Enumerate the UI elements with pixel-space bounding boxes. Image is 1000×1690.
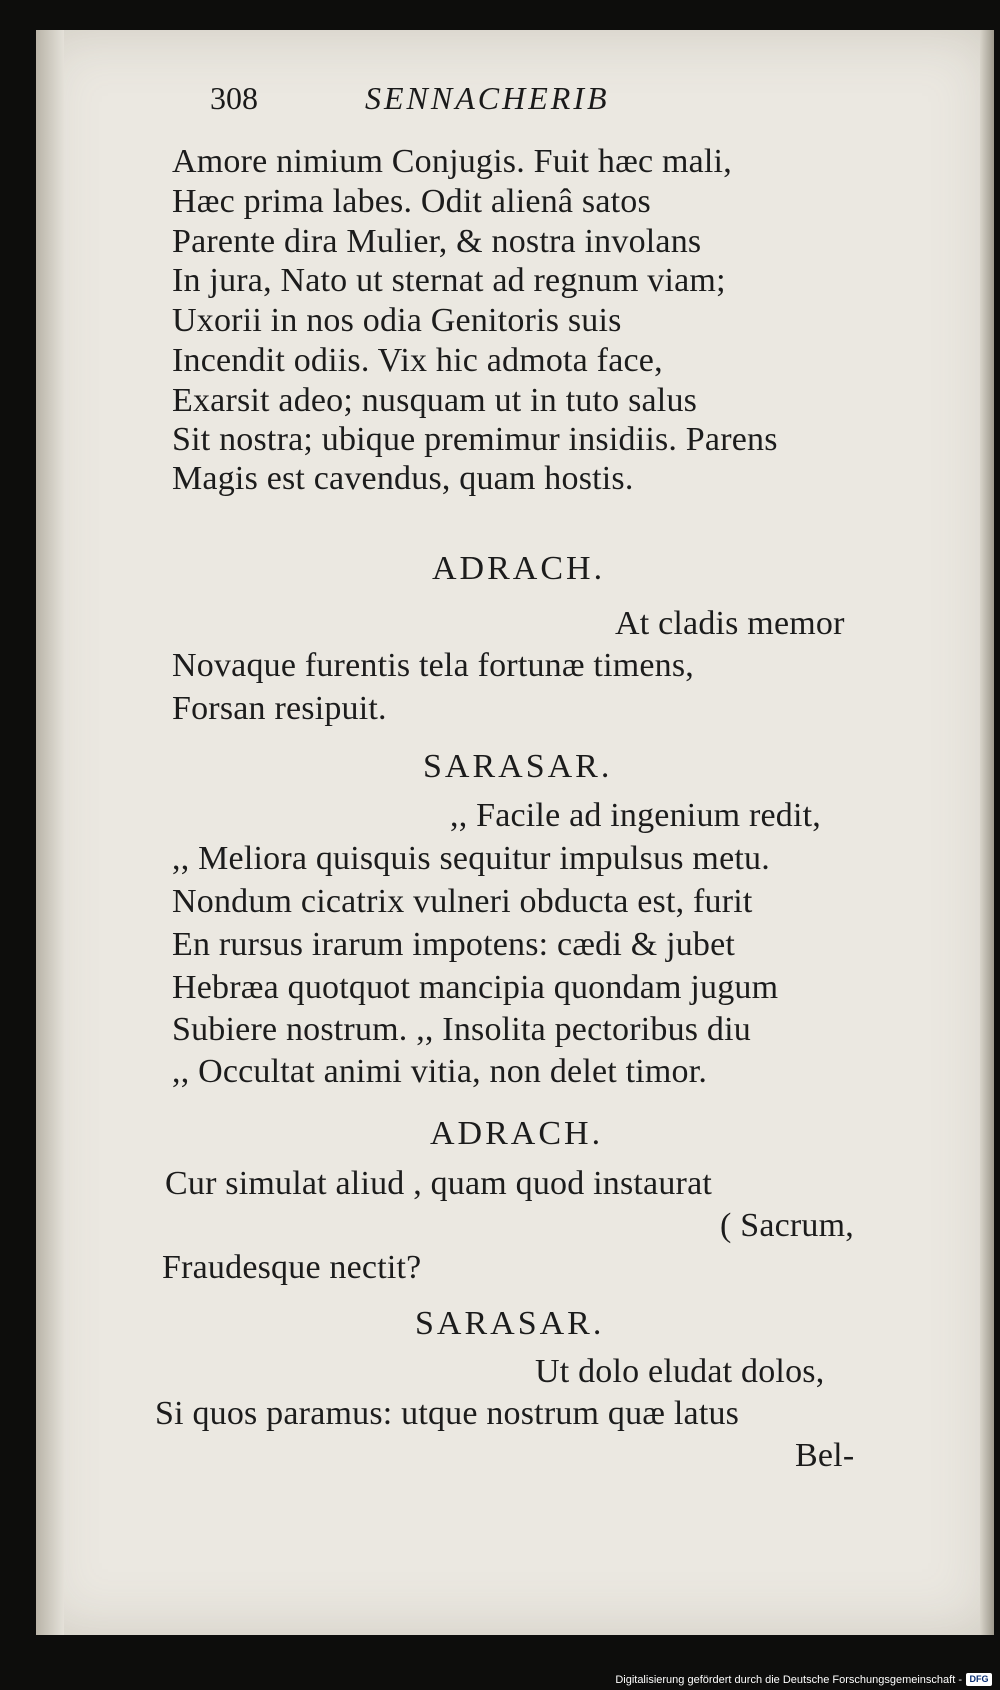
- verse-line: Fraudesque nectit?: [162, 1249, 422, 1286]
- verse-line: Exarsit adeo; nusquam ut in tuto salus: [172, 382, 698, 419]
- verse-line: Hebræa quotquot mancipia quondam jugum: [172, 969, 779, 1006]
- speaker-name: ADRACH.: [430, 1115, 604, 1152]
- verse-line: Ut dolo eludat dolos,: [535, 1353, 825, 1390]
- verse-line: In jura, Nato ut sternat ad regnum viam;: [172, 262, 726, 299]
- page-edge: [980, 30, 994, 1635]
- verse-line: Hæc prima labes. Odit alienâ satos: [172, 183, 651, 220]
- verse-line: Parente dira Mulier, & nostra involans: [172, 223, 702, 260]
- verse-line: At cladis memor: [615, 605, 845, 642]
- verse-line: ,, Facile ad ingenium redit,: [450, 797, 822, 834]
- verse-line: Sit nostra; ubique premimur insidiis. Parens: [172, 421, 778, 458]
- dfg-logo: DFG: [966, 1673, 992, 1686]
- verse-line: Magis est cavendus, quam hostis.: [172, 460, 634, 497]
- verse-line: Si quos paramus: utque nostrum quæ latus: [155, 1395, 740, 1432]
- verse-line: Novaque furentis tela fortunæ timens,: [172, 647, 694, 684]
- digitization-credit: [615, 1673, 992, 1686]
- running-head: SENNACHERIB: [365, 80, 610, 116]
- verse-line: ,, Occultat animi vitia, non delet timor.: [172, 1053, 708, 1090]
- page-number: 308: [210, 80, 258, 116]
- verse-line: Subiere nostrum. ,, Insolita pectoribus diu: [172, 1011, 751, 1048]
- verse-line: Amore nimium Conjugis. Fuit hæc mali,: [172, 143, 732, 180]
- page-gutter: [36, 30, 64, 1635]
- speaker-name: SARASAR.: [415, 1305, 605, 1342]
- verse-line: Nondum cicatrix vulneri obducta est, furit: [172, 883, 753, 920]
- verse-line: Uxorii in nos odia Genitoris suis: [172, 302, 622, 339]
- verse-line: ,, Meliora quisquis sequitur impulsus metu.: [172, 840, 770, 877]
- speaker-name: SARASAR.: [423, 748, 613, 785]
- verse-line: En rursus irarum impotens: cædi & jubet: [172, 926, 736, 963]
- credit-text: Digitalisierung gefördert durch die Deutsche Forschungsgemeinschaft -: [615, 1673, 962, 1686]
- speaker-name: ADRACH.: [432, 550, 606, 587]
- verse-line: Incendit odiis. Vix hic admota face,: [172, 342, 663, 379]
- verse-line: Cur simulat aliud , quam quod instaurat: [165, 1165, 713, 1202]
- verse-line: ( Sacrum,: [720, 1207, 854, 1244]
- verse-line: Forsan resipuit.: [172, 690, 387, 727]
- catchword: Bel-: [795, 1437, 855, 1474]
